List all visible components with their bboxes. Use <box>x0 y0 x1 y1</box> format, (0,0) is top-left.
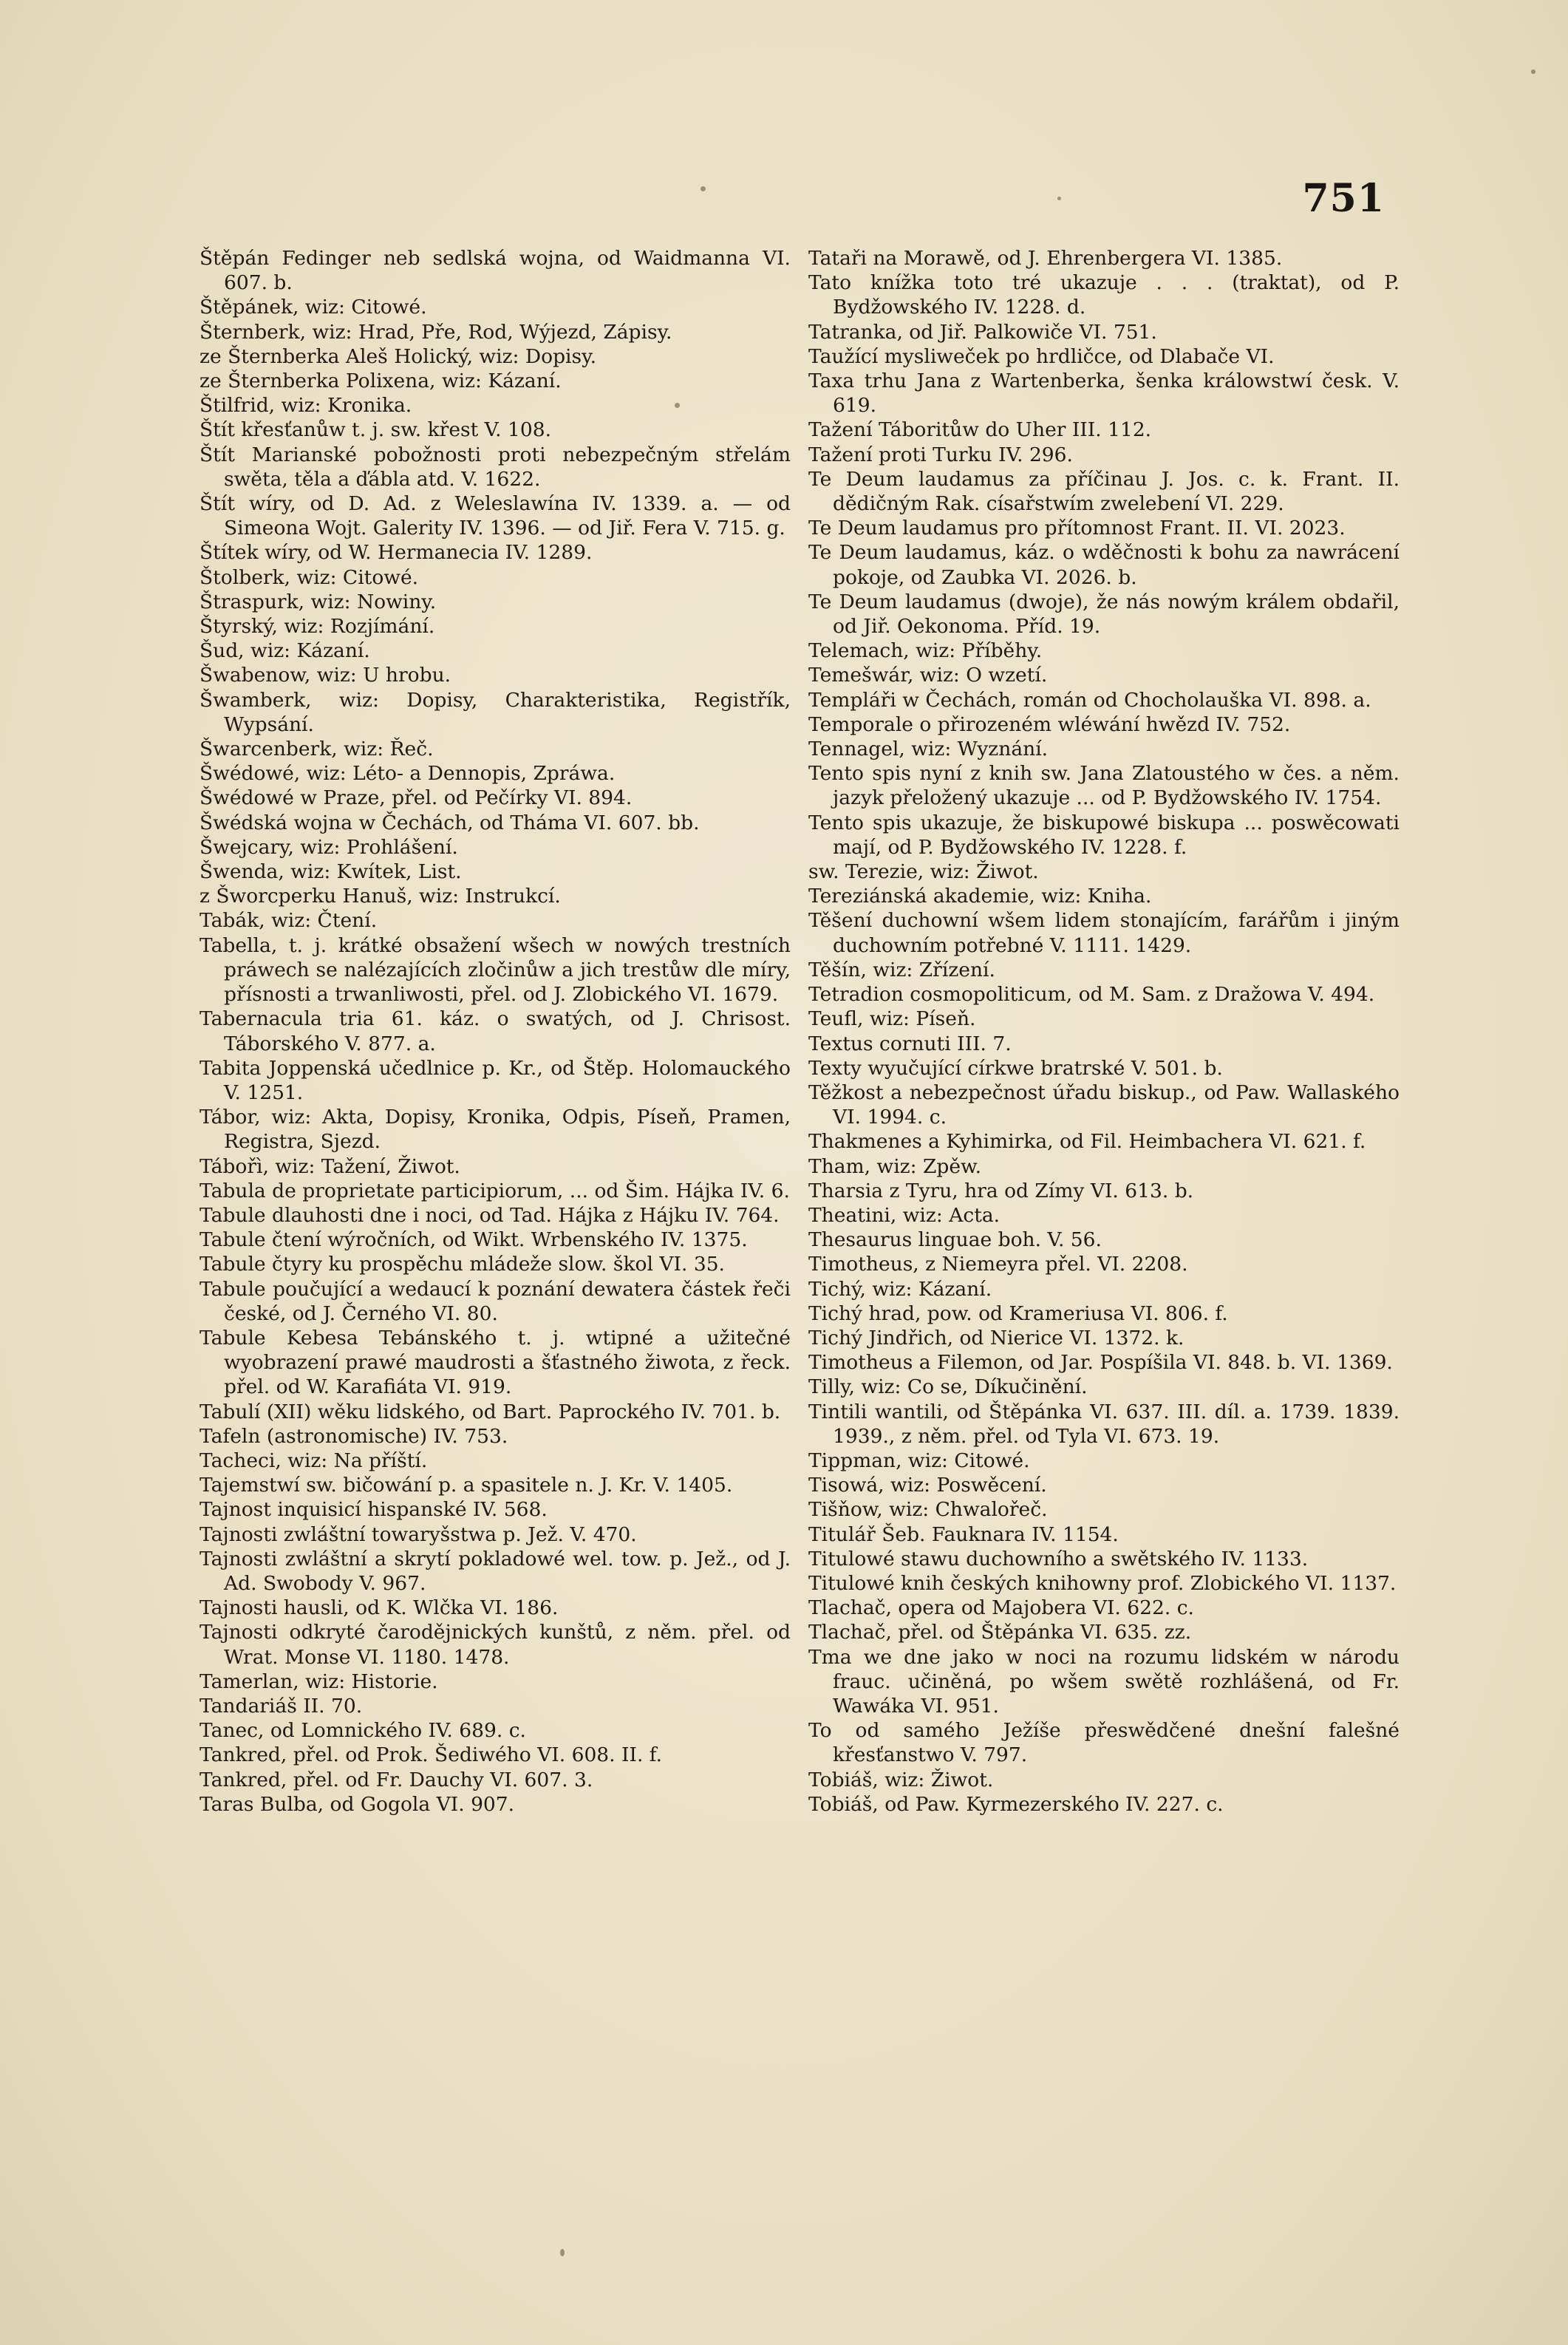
index-entry: Timotheus, z Niemeyra přel. VI. 2208. <box>808 1253 1188 1276</box>
index-entry: Tisowá, wiz: Poswěcení. <box>808 1474 1047 1497</box>
paper-speck <box>1057 197 1061 200</box>
index-entry: Te Deum laudamus za příčinau J. Jos. c. k. Frant. II. dědičným Rak. císařstwím zwelebení VI. 229. <box>808 467 1400 516</box>
index-entry: Theatini, wiz: Acta. <box>808 1203 1001 1227</box>
index-entry: Tento spis nyní z knih sw. Jana Zlatoustého w čes. a něm. jazyk přeložený ukazuje ... od P. Bydžowského IV. 1754. <box>808 762 1400 810</box>
index-entry: Tišňow, wiz: Chwalořeč. <box>808 1498 1048 1522</box>
index-entry: Šwejcary, wiz: Prohlášení. <box>200 835 458 859</box>
index-entry: Šwamberk, wiz: Dopisy, Charakteristika, Registřík, Wypsání. <box>200 688 791 736</box>
index-entry: Tankred, přel. od Prok. Šediwého VI. 608. II. f. <box>200 1743 663 1767</box>
left-column <box>200 246 791 1817</box>
index-entry: Šwédowé w Praze, přel. od Pečírky VI. 894. <box>200 786 633 810</box>
index-entry: Taras Bulba, od Gogola VI. 907. <box>200 1792 515 1816</box>
index-entry: Šwarcenberk, wiz: Řeč. <box>200 738 434 761</box>
index-entry: Tichý Jindřich, od Nierice VI. 1372. k. <box>808 1326 1184 1350</box>
index-entry: Tabule poučující a wedaucí k poznání dewatera částek řeči české, od J. Černého VI. 80. <box>200 1277 791 1325</box>
index-entry: Tichý, wiz: Kázaní. <box>808 1277 992 1301</box>
index-entry: Tintili wantili, od Štěpánka VI. 637. III. díl. a. 1739. 1839. 1939., z něm. přel. od Tyla VI. 673. 19. <box>808 1400 1400 1448</box>
index-entry: Tabula de proprietate participiorum, ... od Šim. Hájka IV. 6. <box>200 1179 790 1202</box>
index-entry: Tabella, t. j. krátké obsažení wšech w nowých trestních práwech se nalézajících zločinůw a jich trestůw dle míry, přísnosti a trwanliwosti, přel. od J. Zlobického VI. 1679. <box>200 933 791 1007</box>
index-entry: Tato knížka toto tré ukazuje . . . (traktat), od P. Bydžowského IV. 1228. d. <box>808 271 1400 319</box>
index-entry: Štyrský, wiz: Rozjímání. <box>200 615 435 639</box>
index-entry: Titulář Šeb. Fauknara IV. 1154. <box>808 1522 1119 1546</box>
index-entry: ze Šternberka Polixena, wiz: Kázaní. <box>200 370 562 393</box>
index-entry: sw. Terezie, wiz: Žiwot. <box>808 860 1039 884</box>
index-entry: Tajnosti zwláštní a skrytí pokladowé wel. tow. p. Jež., od J. Ad. Swobody V. 967. <box>200 1547 791 1595</box>
index-entry: Te Deum laudamus pro přítomnost Frant. II. VI. 2023. <box>808 517 1346 540</box>
index-entry: Tažení Táboritůw do Uher III. 112. <box>808 418 1152 442</box>
index-entry: Štěpán Fedinger neb sedlská wojna, od Waidmanna VI. 607. b. <box>200 247 791 295</box>
index-entry: Štít wíry, od D. Ad. z Weleslawína IV. 1339. a. — od Simeona Wojt. Galerity IV. 1396. — od Jiř. Fera V. 715. g. <box>200 492 791 540</box>
index-entry: Textus cornuti III. 7. <box>808 1032 1012 1055</box>
index-entry: Tma we dne jako w noci na rozumu lidském w národu frauc. učiněná, po wšem swětě rozhlášená, od Fr. Wawáka VI. 951. <box>808 1645 1400 1718</box>
index-entry: Taužící mysliweček po hrdličce, od Dlabače VI. <box>808 344 1275 368</box>
index-entry: Titulowé knih českých knihowny prof. Zlobického VI. 1137. <box>808 1571 1397 1595</box>
index-entry: Tereziánská akademie, wiz: Kniha. <box>808 885 1152 908</box>
index-entry: Tabule čtení wýročních, od Wikt. Wrbenského IV. 1375. <box>200 1228 748 1252</box>
index-entry: Štilfrid, wiz: Kronika. <box>200 394 412 418</box>
index-entry: Štolberk, wiz: Citowé. <box>200 565 419 589</box>
right-column <box>808 246 1400 1817</box>
index-entry: Thesaurus linguae boh. V. 56. <box>808 1228 1102 1252</box>
index-entry: Šwédowé, wiz: Léto- a Dennopis, Zpráwa. <box>200 762 616 786</box>
index-entry: Těšení duchowní wšem lidem stonajícím, farářům i jiným duchowním potřebné V. 1111. 1429. <box>808 909 1400 957</box>
index-entry: Tabernacula tria 61. káz. o swatých, od J. Chrisost. Táborského V. 877. a. <box>200 1007 791 1055</box>
index-entry: Tlachač, přel. od Štěpánka VI. 635. zz. <box>808 1621 1192 1644</box>
index-entry: Telemach, wiz: Příběhy. <box>808 639 1043 663</box>
index-entry: Tanec, od Lomnického IV. 689. c. <box>200 1719 526 1743</box>
index-entry: Tamerlan, wiz: Historie. <box>200 1670 438 1693</box>
index-entry: Štěpánek, wiz: Citowé. <box>200 296 427 319</box>
index-entry: Tennagel, wiz: Wyznání. <box>808 738 1049 761</box>
index-entry: Tabule dlauhosti dne i noci, od Tad. Hájka z Hájku IV. 764. <box>200 1203 780 1227</box>
index-entry: Těšín, wiz: Zřízení. <box>808 958 995 981</box>
paper-speck <box>675 403 680 408</box>
index-entry: z Šworcperku Hanuš, wiz: Instrukcí. <box>200 885 561 908</box>
paper-speck <box>560 2249 565 2256</box>
index-entry: Tajnost inquisicí hispanské IV. 568. <box>200 1498 548 1522</box>
index-entry: Texty wyučující církwe bratrské V. 501. b. <box>808 1056 1223 1080</box>
index-entry: Tabák, wiz: Čtení. <box>200 909 378 933</box>
index-entry: Tabule čtyry ku prospěchu mládeže slow. škol VI. 35. <box>200 1253 725 1276</box>
index-entry: Tabule Kebesa Tebánského t. j. wtipné a užitečné wyobrazení prawé maudrosti a šťastného žiwota, z řeck. přel. od W. Karafiáta VI. 919. <box>200 1326 791 1399</box>
index-entry: Šwédská wojna w Čechách, od Tháma VI. 607. bb. <box>200 811 700 834</box>
index-entry: Tabulí (XII) wěku lidského, od Bart. Paprockého IV. 701. b. <box>200 1400 781 1423</box>
index-entry: Tankred, přel. od Fr. Dauchy VI. 607. 3. <box>200 1768 593 1791</box>
index-entry: Thakmenes a Kyhimirka, od Fil. Heimbachera VI. 621. f. <box>808 1130 1366 1154</box>
paper-speck <box>1531 69 1535 74</box>
index-entry: Štítek wíry, od W. Hermanecia IV. 1289. <box>200 541 593 565</box>
index-entry: Šud, wiz: Kázaní. <box>200 639 370 663</box>
index-entry: Templáři w Čechách, román od Chocholauška VI. 898. a. <box>808 688 1371 712</box>
index-entry: Tento spis ukazuje, že biskupowé biskupa ... poswěcowati mají, od P. Bydžowského IV. 1228. f. <box>808 811 1400 859</box>
index-entry: Tajnosti hausli, od K. Wlčka VI. 186. <box>200 1596 559 1620</box>
index-entry: Tažení proti Turku IV. 296. <box>808 443 1073 466</box>
index-entry: Tharsia z Tyru, hra od Zímy VI. 613. b. <box>808 1179 1194 1202</box>
index-entry: Te Deum laudamus, káz. o wděčnosti k bohu za nawrácení pokoje, od Zaubka VI. 2026. b. <box>808 541 1400 589</box>
index-entry: Tatranka, od Jiř. Palkowiče VI. 751. <box>808 320 1157 344</box>
index-entry: Tandariáš II. 70. <box>200 1694 363 1718</box>
index-entry: Tafeln (astronomische) IV. 753. <box>200 1424 508 1448</box>
index-entry: Tobiáš, od Paw. Kyrmezerského IV. 227. c. <box>808 1792 1224 1816</box>
index-entry: Tobiáš, wiz: Žiwot. <box>808 1768 994 1791</box>
index-entry: Šwenda, wiz: Kwítek, List. <box>200 860 462 884</box>
index-entry: Tajemstwí sw. bičowání p. a spasitele n. J. Kr. V. 1405. <box>200 1474 733 1497</box>
index-entry: Štít Marianské pobožnosti proti nebezpečným střelám swěta, těla a ďábla atd. V. 1622. <box>200 443 791 491</box>
index-entry: Tilly, wiz: Co se, Díkučinění. <box>808 1375 1088 1399</box>
index-entry: Šternberk, wiz: Hrad, Pře, Rod, Wýjezd, Zápisy. <box>200 320 672 344</box>
paper-speck <box>701 186 706 191</box>
index-entry: Timotheus a Filemon, od Jar. Pospíšila VI. 848. b. VI. 1369. <box>808 1351 1393 1375</box>
page-number: 751 <box>1302 176 1385 221</box>
index-entry: Taxa trhu Jana z Wartenberka, šenka králowstwí česk. V. 619. <box>808 370 1400 418</box>
index-entry: Šwabenow, wiz: U hrobu. <box>200 664 451 687</box>
index-entry: Tajnosti odkryté čarodějnických kunštů, z něm. přel. od Wrat. Monse VI. 1180. 1478. <box>200 1621 791 1669</box>
index-entry: Titulowé stawu duchowního a swětského IV. 1133. <box>808 1547 1309 1570</box>
index-entry: Tichý hrad, pow. od Krameriusa VI. 806. f. <box>808 1301 1228 1325</box>
index-entry: Temporale o přirozeném wléwání hwězd IV. 752. <box>808 712 1291 736</box>
index-entry: Tataři na Morawě, od J. Ehrenbergera VI. 1385. <box>808 247 1283 270</box>
index-entry: ze Šternberka Aleš Holický, wiz: Dopisy. <box>200 344 597 368</box>
index-entry: Tabita Joppenská učedlnice p. Kr., od Štěp. Holomauckého V. 1251. <box>200 1056 791 1104</box>
index-entry: Tippman, wiz: Citowé. <box>808 1449 1030 1472</box>
index-entry: Štít křesťanůw t. j. sw. křest V. 108. <box>200 418 552 442</box>
index-entry: Teufl, wiz: Píseň. <box>808 1007 976 1031</box>
index-entry: Těžkost a nebezpečnost úřadu biskup., od Paw. Wallaského VI. 1994. c. <box>808 1080 1400 1129</box>
index-entry: Tajnosti zwláštní towaryšstwa p. Jež. V. 470. <box>200 1522 637 1546</box>
index-entry: Tlachač, opera od Majobera VI. 622. c. <box>808 1596 1194 1620</box>
index-entry: Te Deum laudamus (dwoje), že nás nowým králem obdařil, od Jiř. Oekonoma. Příd. 19. <box>808 590 1400 639</box>
index-entry: To od samého Ježíše přeswědčené dnešní falešné křesťanstwo V. 797. <box>808 1719 1400 1767</box>
index-entry: Tham, wiz: Zpěw. <box>808 1154 982 1178</box>
index-entry: Tábořì, wiz: Tažení, Žiwot. <box>200 1154 460 1178</box>
index-entry: Tetradion cosmopoliticum, od M. Sam. z Dražowa V. 494. <box>808 983 1375 1007</box>
index-entry: Tábor, wiz: Akta, Dopisy, Kronika, Odpis, Píseň, Pramen, Registra, Sjezd. <box>200 1106 791 1154</box>
index-entry: Tacheci, wiz: Na příští. <box>200 1449 428 1472</box>
index-entry: Štraspurk, wiz: Nowiny. <box>200 590 437 613</box>
index-entry: Temešwár, wiz: O wzetí. <box>808 664 1048 687</box>
